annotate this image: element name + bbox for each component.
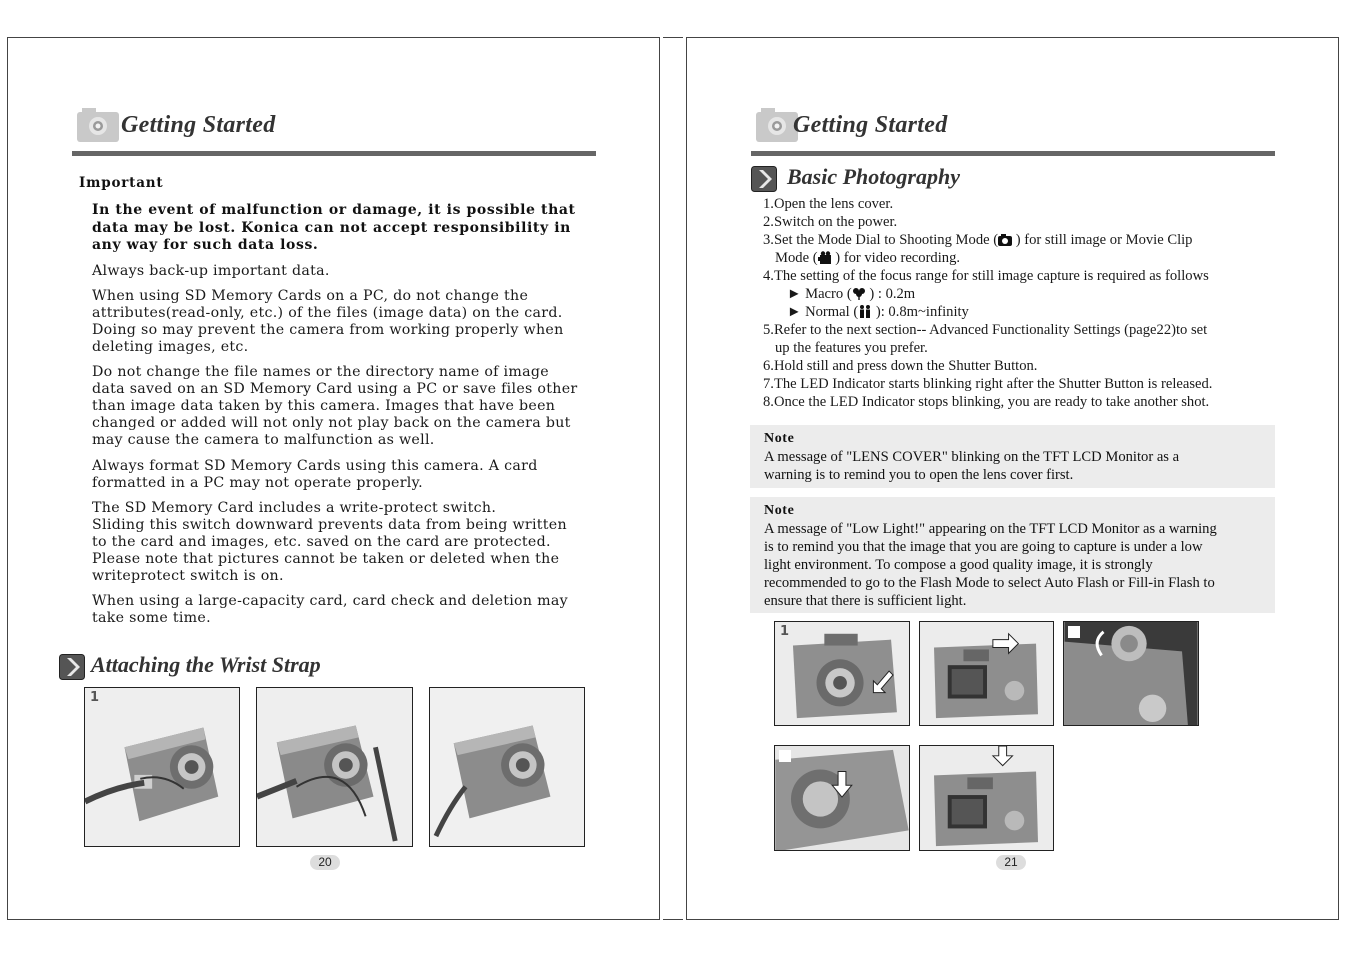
gutter-top-tick	[663, 37, 683, 38]
step-number: 1	[780, 624, 790, 639]
step-text: Normal (	[805, 304, 859, 320]
note-line: ensure that there is sufficient light.	[764, 593, 967, 609]
camera-photo-illustration	[430, 688, 584, 846]
note-line: warning is to remind you to open the lens cover first.	[764, 467, 1074, 483]
paragraph-write-protect	[92, 500, 612, 585]
wrist-strap-heading	[59, 652, 479, 682]
chevron-right-icon	[59, 654, 85, 680]
camera-photo-illustration	[1064, 622, 1198, 725]
step-text: Macro (	[805, 286, 852, 302]
wrist-strap-photo-1	[84, 687, 240, 847]
step-marker	[1068, 626, 1080, 638]
note-lens-cover	[750, 425, 1275, 488]
triangle-bullet-icon: ►	[787, 304, 806, 320]
step-5: 5.Refer to the next section-- Advanced Functionality Settings (page22)to set	[763, 322, 1208, 338]
important-label: Important	[79, 175, 164, 191]
step-4-normal	[763, 303, 1283, 321]
note-line: is to remind you that the image that you are going to capture is under a low	[764, 539, 1203, 555]
liability-warning	[92, 202, 602, 255]
paragraph-line: data saved on an SD Memory Card using a PC or save files other	[92, 381, 578, 397]
step-number: 1	[90, 690, 100, 705]
camera-photo-illustration	[920, 622, 1053, 725]
photo-power-on	[919, 621, 1054, 726]
wrist-strap-photo-3	[429, 687, 585, 847]
page-title: Getting Started	[121, 112, 276, 138]
camera-photo-illustration	[775, 746, 909, 850]
paragraph-line: When using SD Memory Cards on a PC, do not change the	[92, 288, 529, 304]
paragraph-line: may cause the camera to malfunction as well.	[92, 432, 435, 448]
step-3	[763, 231, 1283, 249]
section-title: Attaching the Wrist Strap	[91, 652, 321, 677]
step-text: ) for video recording.	[831, 250, 961, 266]
step-4-macro	[763, 285, 1283, 303]
step-6: 6.Hold still and press down the Shutter Button.	[763, 358, 1038, 374]
paragraph-format	[92, 458, 612, 492]
movie-clip-icon	[818, 251, 832, 264]
wrist-strap-photo-2	[256, 687, 413, 847]
header-rule	[72, 151, 596, 156]
photo-led-indicator	[919, 745, 1054, 851]
paragraph-backup	[92, 263, 612, 280]
step-3-cont	[763, 249, 1283, 267]
step-text: ) : 0.2m	[865, 286, 916, 302]
camera-photo-illustration	[85, 688, 239, 846]
paragraph-line: Always back-up important data.	[92, 263, 330, 279]
paragraph-file-names	[92, 364, 612, 449]
page-number: 21	[996, 855, 1026, 870]
chevron-right-icon	[751, 166, 777, 192]
paragraph-line: to the card and images, etc. saved on the card are protected.	[92, 534, 551, 550]
step-marker	[779, 750, 791, 762]
step-text: Mode (	[775, 250, 818, 266]
paragraph-line: Do not change the file names or the directory name of image	[92, 364, 549, 380]
basic-photography-heading	[751, 164, 1051, 194]
note-line: A message of "Low Light!" appearing on the TFT LCD Monitor as a warning	[764, 521, 1217, 537]
header-rule	[751, 151, 1275, 156]
warning-line: data may be lost. Konica can not accept responsibility in	[92, 219, 571, 236]
step-5-cont: up the features you prefer.	[775, 340, 928, 356]
step-4: 4.The setting of the focus range for still image capture is required as follows	[763, 268, 1209, 284]
page-title: Getting Started	[793, 112, 948, 138]
photo-shutter-press	[774, 745, 910, 851]
paragraph-line: When using a large-capacity card, card check and deletion may	[92, 593, 568, 609]
paragraph-attributes	[92, 288, 612, 356]
camera-icon	[76, 106, 120, 142]
page-number: 20	[310, 855, 340, 870]
note-label: Note	[764, 431, 795, 446]
macro-flower-icon	[852, 287, 866, 300]
step-1: 1.Open the lens cover.	[763, 196, 894, 212]
paragraph-large-capacity	[92, 593, 612, 627]
paragraph-line: than image data taken by this camera. Images that have been	[92, 398, 556, 414]
camera-mode-icon	[998, 233, 1012, 246]
paragraph-line: formatted in a PC may not operate properly.	[92, 475, 423, 491]
step-8: 8.Once the LED Indicator stops blinking, you are ready to take another shot.	[763, 394, 1210, 410]
right-header	[751, 100, 1277, 152]
step-text: ) for still image or Movie Clip	[1012, 232, 1193, 248]
paragraph-line: Sliding this switch downward prevents data from being written	[92, 517, 567, 533]
paragraph-line: attributes(read-only, etc.) of the files (image data) on the card.	[92, 305, 563, 321]
warning-line: any way for such data loss.	[92, 237, 319, 253]
normal-people-icon	[858, 305, 872, 318]
photo-open-lens-cover	[774, 621, 910, 726]
step-text: 3.Set the Mode Dial to Shooting Mode (	[763, 232, 999, 248]
note-label: Note	[764, 503, 795, 518]
paragraph-line: Doing so may prevent the camera from working properly when	[92, 322, 564, 338]
note-line: light environment. To compose a good quality image, it is strongly	[764, 557, 1153, 573]
paragraph-line: changed or added will not only not play back on the camera but	[92, 415, 571, 431]
paragraph-line: writeprotect switch is on.	[92, 568, 284, 584]
paragraph-line: take some time.	[92, 610, 211, 626]
step-7: 7.The LED Indicator starts blinking right after the Shutter Button is released.	[763, 376, 1213, 392]
paragraph-line: Always format SD Memory Cards using this camera. A card	[92, 458, 538, 474]
note-line: recommended to go to the Flash Mode to select Auto Flash or Fill-in Flash to	[764, 575, 1215, 591]
left-header	[72, 100, 598, 152]
gutter-bottom-tick	[663, 919, 683, 920]
triangle-bullet-icon: ►	[787, 286, 806, 302]
camera-photo-illustration	[920, 746, 1053, 850]
paragraph-line: deleting images, etc.	[92, 339, 249, 355]
camera-photo-illustration	[775, 622, 909, 725]
step-text: ): 0.8m~infinity	[872, 304, 969, 320]
step-2: 2.Switch on the power.	[763, 214, 898, 230]
warning-line: In the event of malfunction or damage, it is possible that	[92, 202, 576, 218]
paragraph-line: Please note that pictures cannot be taken or deleted when the	[92, 551, 560, 567]
camera-photo-illustration	[257, 688, 412, 846]
section-title: Basic Photography	[787, 164, 960, 189]
note-line: A message of "LENS COVER" blinking on the TFT LCD Monitor as a	[764, 449, 1180, 465]
note-low-light	[750, 497, 1275, 613]
paragraph-line: The SD Memory Card includes a write-protect switch.	[92, 500, 497, 516]
photography-steps	[763, 195, 1283, 411]
photo-mode-dial	[1063, 621, 1199, 726]
